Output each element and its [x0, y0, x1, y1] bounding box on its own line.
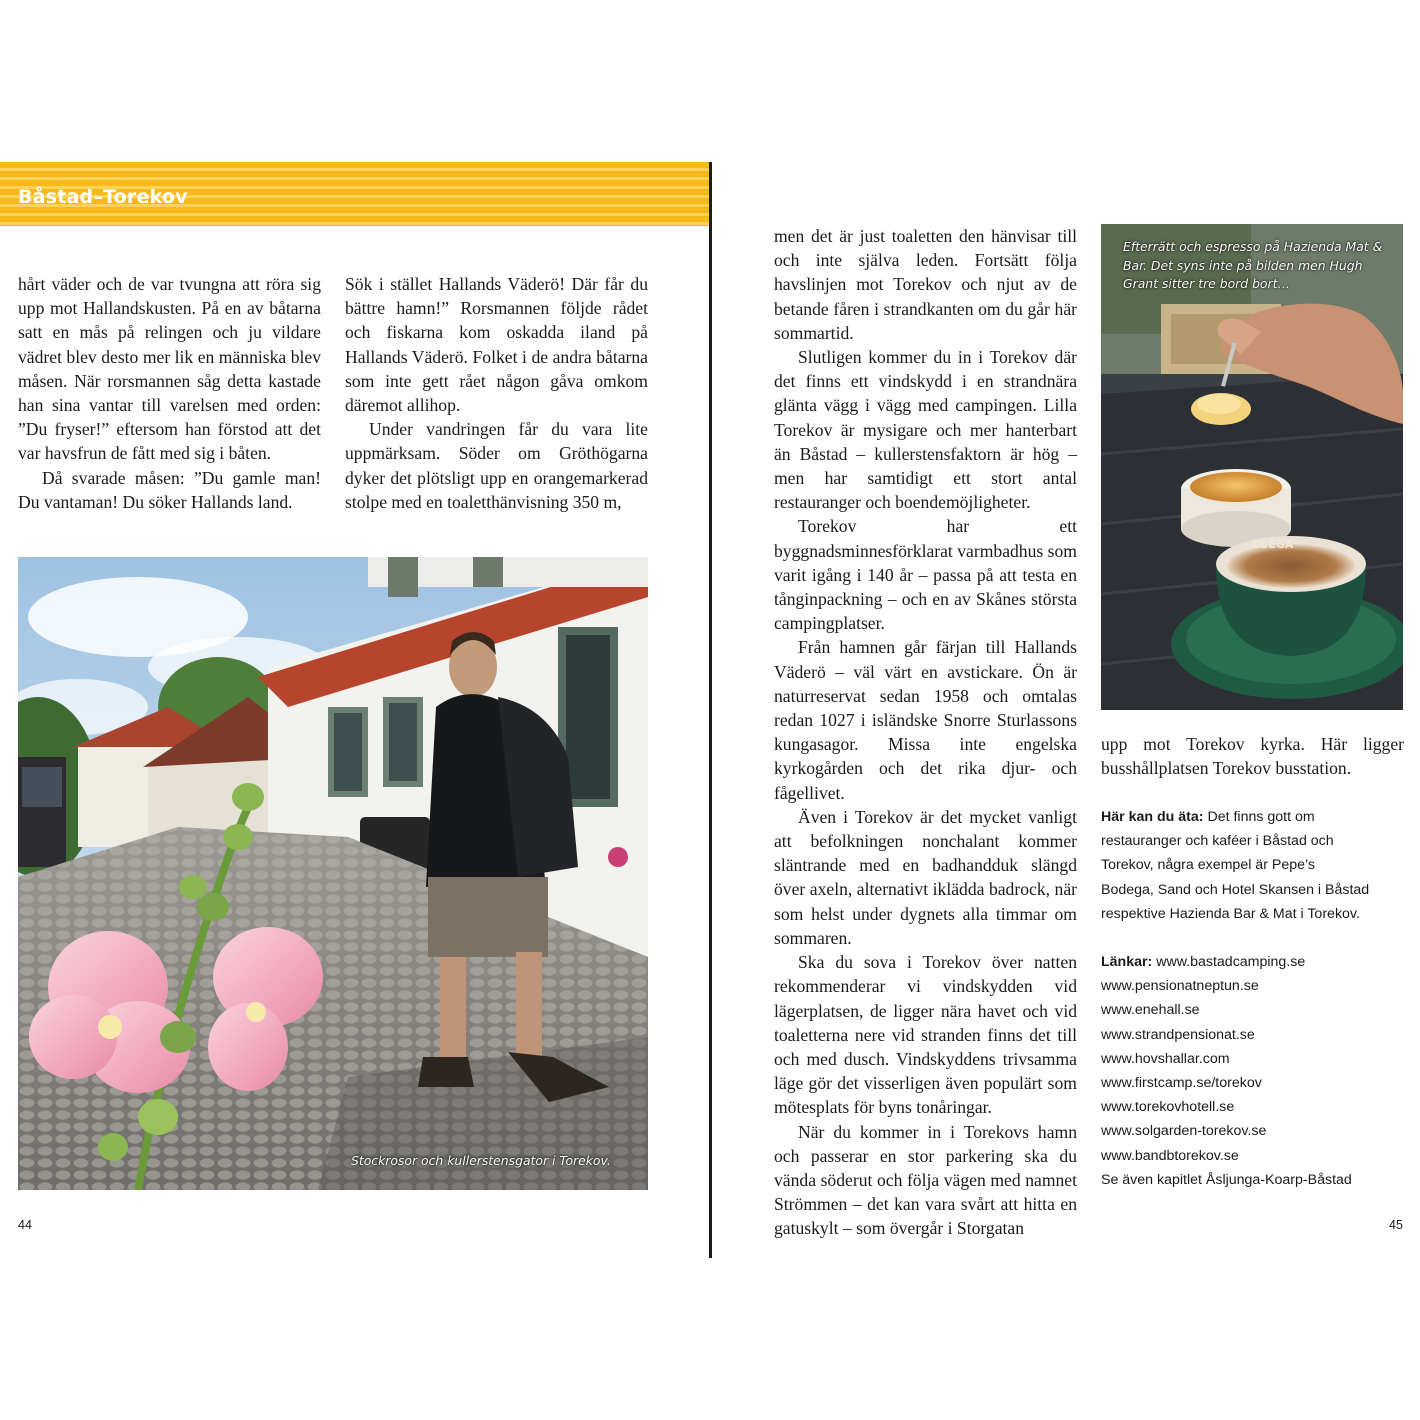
right-page-column-2 [1101, 732, 1404, 780]
left-page-column-2 [345, 272, 648, 514]
links-label: Länkar: [1101, 954, 1153, 970]
where-to-eat-box [1101, 805, 1401, 926]
street-photo [18, 557, 648, 1190]
eat-line: restauranger och kaféer i Båstad och [1101, 833, 1334, 850]
page-number-right: 45 [1389, 1218, 1403, 1232]
link-item[interactable]: www.hovshallar.com [1101, 1050, 1230, 1067]
paragraph: upp mot Torekov kyrka. Här ligger busshållplatsen Torekov busstation. [1101, 734, 1404, 779]
link-item[interactable]: www.bastadcamping.se [1156, 954, 1306, 970]
links-line-1 [1101, 950, 1401, 974]
link-item[interactable]: www.pensionatneptun.se [1101, 978, 1259, 995]
page-number-left: 44 [18, 1218, 32, 1232]
dessert-photo-caption: Efterrätt och espresso på Hazienda Mat & Bar. Det syns inte på bilden men Hugh Grant sitter tre bord bort… [1123, 239, 1383, 291]
paragraph: hårt väder och de var tvungna att röra sig upp mot Hallandskusten. På en av båtarna satt en mås på relingen och ju vildare vädret blev desto mer lik en människa blev måsen. När rorsmannen såg detta kastade han sina vantar till varelsen med orden: ”Du fryser!” eftersom han förstod att det var havsfrun de fått med sig i båten. [18, 274, 321, 464]
cup-brand-text: ZOÉGA [1251, 538, 1294, 551]
street-photo-caption: Stockrosor och kullerstensgator i Torekov. [351, 1153, 611, 1168]
eat-label: Här kan du äta: [1101, 809, 1204, 825]
paragraph: Sök i stället Hallands Väderö! Där får du bättre hamn!” Rorsmannen följde rådet och fiskarna kom oskadda iland på Hallands Väderö. Folket i de andra båtarna som inte gett rået någon gåva omkom däremot allihop. [345, 274, 648, 416]
eat-text: Det finns gott om [1207, 809, 1315, 825]
link-item[interactable]: www.torekovhotell.se [1101, 1099, 1235, 1116]
paragraph: Ska du sova i Torekov över natten rekommenderar vi vindskydden vid lägerplatsen, de ligger nära havet och vid toaletterna nere vid stranden finns det till och med dusch. Vindskyddens trivsamma läge gör det visserligen även populärt som mötesplats för byns tonåringar. [774, 952, 1077, 1118]
link-item[interactable]: www.firstcamp.se/torekov [1101, 1075, 1262, 1092]
paragraph: men det är just toaletten den hänvisar till och inte själva leden. Fortsätt följa havslinjen mot Torekov och njut av de betande fåren i strandkanten om du går här sommartid. [774, 226, 1077, 343]
paragraph: Under vandringen får du vara lite uppmärksam. Söder om Gröthögarna dyker det plötsligt upp en orangemarkerad stolpe med en toaletthänvisning 350 m, [345, 419, 648, 512]
chapter-title: Båstad–Torekov [18, 186, 188, 208]
paragraph: Torekov har ett byggnadsminnesförklarat varmbadhus som varit igång i 140 år – passa på att testa en tånginpackning – och en av Skånes största campingplatser. [774, 516, 1077, 634]
eat-line-1 [1101, 805, 1401, 829]
link-item[interactable]: www.solgarden-torekov.se [1101, 1123, 1267, 1140]
link-item[interactable]: www.enehall.se [1101, 1002, 1200, 1019]
paragraph: När du kommer in i Torekovs hamn och passerar en stor parkering ska du vända söderut och följa vägen med namnet Strömmen – det kan vara svårt att hitta en gatuskylt – som övergår i Storgatan [774, 1121, 1077, 1239]
paragraph: Då svarade måsen: ”Du gamle man! Du vantaman! Du söker Hallands land. [18, 467, 321, 512]
see-also-note: Se även kapitlet Åsljunga-Koarp-Båstad [1101, 1171, 1352, 1188]
link-item[interactable]: www.strandpensionat.se [1101, 1026, 1255, 1043]
eat-line: Torekov, några exempel är Pepe’s [1101, 857, 1315, 874]
paragraph: Även i Torekov är det mycket vanligt att befolkningen nonchalant kommer släntrande med en badhandduk slängd över axeln, alternativt iklädda badrock, när som helst under dygnets alla timmar om sommaren. [774, 806, 1077, 948]
dessert-photo [1101, 224, 1403, 710]
paragraph: Slutligen kommer du in i Torekov där det finns ett vindskydd i en strandnära glänta vägg i vägg med campingen. Lilla Torekov är mysigare och mer hanterbart än Båstad – kullerstensfaktorn är hög – men har samtidigt ett stort antal restauranger och boendemöjligheter. [774, 347, 1077, 513]
eat-line: respektive Hazienda Bar & Mat i Torekov. [1101, 905, 1360, 922]
links-box [1101, 950, 1401, 1192]
eat-line: Bodega, Sand och Hotel Skansen i Båstad [1101, 881, 1370, 898]
right-page-column-1 [774, 224, 1077, 1241]
paragraph: Från hamnen går färjan till Hallands Väderö – väl värt en avstickare. Ön är naturreservat sedan 1958 och omtalas redan 1027 i isländske Snorre Sturlassons kungasagor. Missa inte engelska kyrkogården och det rika djur- och fågellivet. [774, 637, 1077, 803]
page-gutter-divider [709, 162, 712, 1258]
link-item[interactable]: www.bandbtorekov.se [1101, 1147, 1239, 1164]
left-page-column-1 [18, 272, 321, 514]
